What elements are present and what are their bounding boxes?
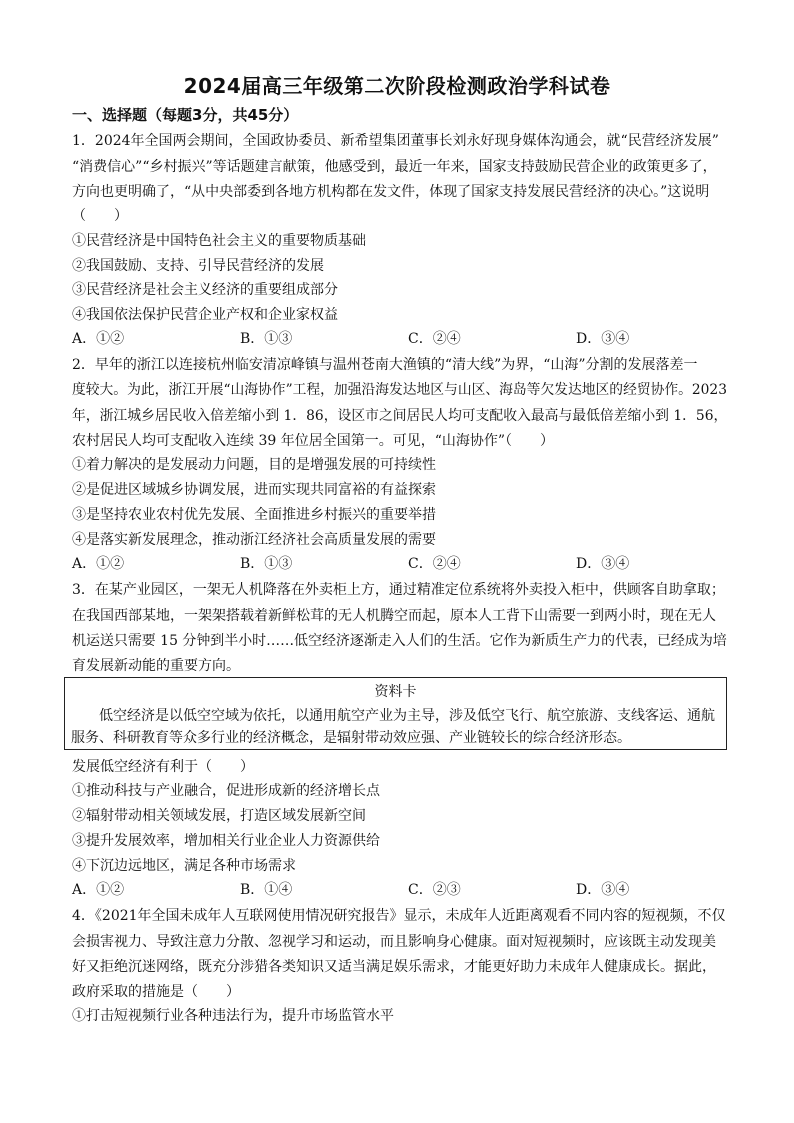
q3-option-d: D．③④	[576, 882, 630, 898]
q3-item: ③提升发展效率，增加相关行业企业人力资源供给	[72, 833, 380, 849]
q3-option-c: C．②③	[408, 882, 461, 898]
q4-item: ①打击短视频行业各种违法行为，提升市场监管水平	[72, 1008, 394, 1024]
q2-line: 农村居民人均可支配收入连续 39 年位居全国第一。可见，“山海协作”（ ）	[72, 433, 555, 449]
info-card-line: 服务、科研教育等众多行业的经济概念，是辐射带动效应强、产业链较长的综合经济形态。	[71, 730, 631, 746]
info-card	[64, 677, 727, 750]
q2-line: 年，浙江城乡居民收入倍差缩小到 1．86，设区市之间居民人均可支配收入最高与最低倍差缩小到 1．56，	[72, 408, 728, 424]
q2-line: 2．早年的浙江以连接杭州临安清凉峰镇与温州苍南大渔镇的“清大线”为界，“山海”分割的发展落差一	[72, 357, 698, 373]
q4-line: 4．《2021年全国未成年人互联网使用情况研究报告》显示，未成年人近距离观看不同内容的短视频，不仅	[72, 908, 726, 924]
q2-line: 度较大。为此，浙江开展“山海协作”工程，加强沿海发达地区与山区、海岛等欠发达地区的经贸协作。2023	[72, 382, 727, 398]
q1-line: 方向也更明确了，“从中央部委到各地方机构都在发文件，体现了国家支持发展民营经济的决心。”这说明	[72, 184, 710, 200]
q4-line: 会损害视力、导致注意力分散、忽视学习和运动，而且影响身心健康。面对短视频时，应该既主动发现美	[72, 934, 716, 950]
q2-option-a: A．①②	[72, 556, 125, 572]
q3-item: ①推动科技与产业融合，促进形成新的经济增长点	[72, 783, 380, 799]
q1-item: ③民营经济是社会主义经济的重要组成部分	[72, 282, 338, 298]
q3-line: 在我国西部某地，一架架搭载着新鲜松茸的无人机腾空而起，原本人工背下山需要一到两小时，现在无人	[72, 608, 716, 624]
q3-option-a: A．①②	[72, 882, 125, 898]
q2-item: ④是落实新发展理念，推动浙江经济社会高质量发展的需要	[72, 532, 436, 548]
q2-item: ②是促进区域城乡协调发展，进而实现共同富裕的有益探索	[72, 482, 436, 498]
q3-item: ②辐射带动相关领域发展，打造区域发展新空间	[72, 808, 366, 824]
q2-item: ③是坚持农业农村优先发展、全面推进乡村振兴的重要举措	[72, 507, 436, 523]
q3-option-b: B．①④	[240, 882, 293, 898]
q3-stem: 发展低空经济有利于（ ）	[72, 759, 254, 775]
q1-item: ②我国鼓励、支持、引导民营经济的发展	[72, 258, 324, 274]
section-heading: 一、选择题（每题3分，共45分）	[72, 106, 299, 124]
q1-line: （ ）	[72, 208, 128, 224]
q1-item: ④我国依法保护民营企业产权和企业家权益	[72, 307, 338, 323]
info-card-line: 低空经济是以低空空域为依托，以通用航空产业为主导，涉及低空飞行、航空旅游、支线客运、通航	[99, 708, 715, 724]
q1-item: ①民营经济是中国特色社会主义的重要物质基础	[72, 233, 366, 249]
q2-item: ①着力解决的是发展动力问题，目的是增强发展的可持续性	[72, 457, 436, 473]
q3-line: 机运送只需要 15 分钟到半小时……低空经济逐渐走入人们的生活。它作为新质生产力的代表，已经成为培	[72, 633, 727, 649]
q2-option-b: B．①③	[240, 556, 293, 572]
q1-line: 1．2024年全国两会期间，全国政协委员、新希望集团董事长刘永好现身媒体沟通会，就“民营经济发展”	[72, 133, 719, 149]
q1-option-a: A．①②	[72, 331, 125, 347]
q4-line: 好又拒绝沉迷网络，既充分涉猎各类知识又适当满足娱乐需求，才能更好助力未成年人健康成长。据此，	[72, 959, 716, 975]
q1-option-c: C．②④	[408, 331, 461, 347]
info-card-title: 资料卡	[374, 684, 417, 700]
q1-line: “消费信心”“乡村振兴”等话题建言献策，他感受到，最近一年来，国家支持鼓励民营企业的政策更多了，	[72, 159, 717, 175]
q3-item: ④下沉边远地区，满足各种市场需求	[72, 858, 296, 874]
q2-option-d: D．③④	[576, 556, 630, 572]
page-title: 2024届高三年级第二次阶段检测政治学科试卷	[183, 74, 611, 98]
q3-line: 育发展新动能的重要方向。	[72, 658, 240, 674]
q3-line: 3．在某产业园区，一架无人机降落在外卖柜上方，通过精准定位系统将外卖投入柜中，供顾客自助拿取；	[72, 582, 725, 598]
q1-option-b: B．①③	[240, 331, 293, 347]
q1-option-d: D．③④	[576, 331, 630, 347]
q2-option-c: C．②④	[408, 556, 461, 572]
q4-line: 政府采取的措施是（ ）	[72, 984, 240, 1000]
